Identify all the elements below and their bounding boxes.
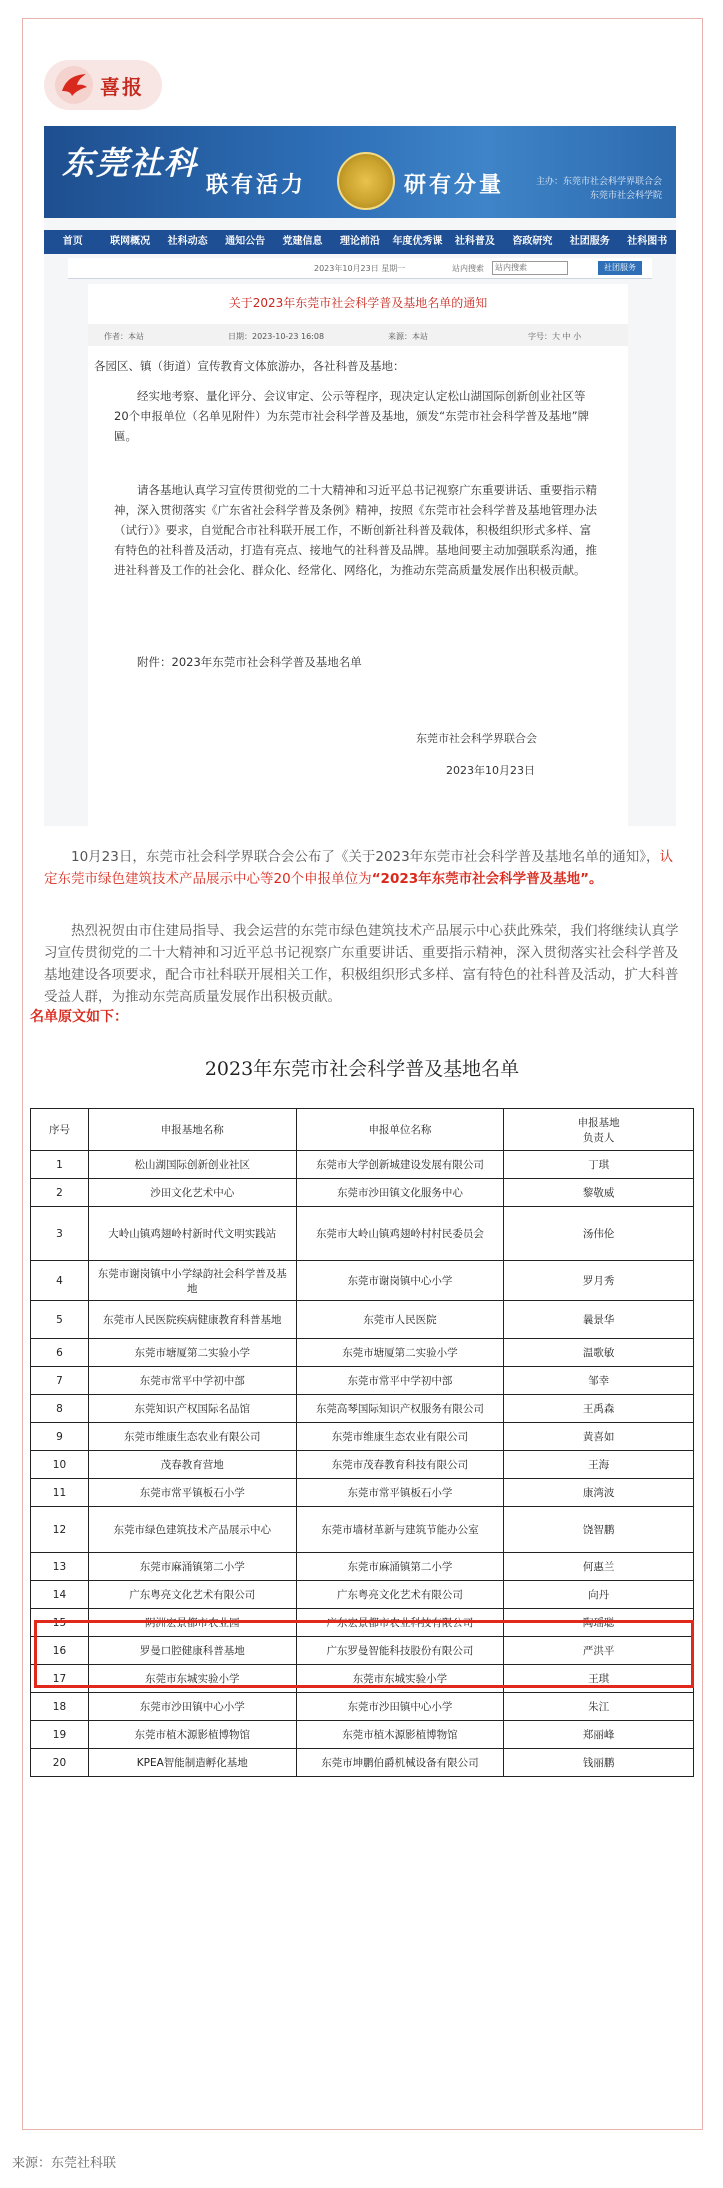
cell-name: 广东粤亮文化艺术有限公司 [88,1581,296,1609]
cell-unit: 东莞市植木源影植博物馆 [296,1721,504,1749]
table-header-row [31,1109,694,1151]
org-line-1: 主办：东莞市社会科学界联合会 [535,177,662,187]
paragraph-1-highlight: 认定东莞市绿色建筑技术产品展示中心等20个申报单位为 [44,849,673,887]
cell-name: 东莞市塘厦第二实验小学 [88,1339,296,1367]
nav-item[interactable]: 社科图书 [627,236,668,247]
cell-name: 松山湖国际创新创业社区 [88,1151,296,1179]
cell-no: 7 [31,1367,89,1395]
nav-item[interactable]: 年度优秀课 [392,236,443,247]
cell-name: 东莞市常平镇板石小学 [88,1479,296,1507]
cell-person: 罗月秀 [504,1261,694,1301]
highlight-box [34,1620,694,1688]
meta-author: 作者：本站 [104,332,144,341]
cell-person: 黄喜如 [504,1423,694,1451]
nav-item[interactable]: 咨政研究 [512,236,553,247]
table-row [31,1339,694,1367]
site-logo: 东莞社科 [62,144,199,182]
nav-item[interactable]: 党建信息 [282,236,323,247]
meta-date: 日期：2023-10-23 16:08 [228,332,325,341]
table-row [31,1507,694,1553]
cell-unit: 东莞市沙田镇中心小学 [296,1693,504,1721]
search-label: 站内搜索 [452,264,484,273]
nav-item[interactable]: 社科普及 [454,236,495,247]
cell-no: 6 [31,1339,89,1367]
cell-name: 东莞市沙田镇中心小学 [88,1693,296,1721]
slogan-right: 研有分量 [404,173,505,198]
cell-person: 王海 [504,1451,694,1479]
notice-title: 关于2023年东莞市社会科学普及基地名单的通知 [228,296,488,310]
cell-no: 12 [31,1507,89,1553]
good-news-badge [44,60,162,110]
cell-name: 东莞市维康生态农业有限公司 [88,1423,296,1451]
cell-person: 邹幸 [504,1367,694,1395]
site-date: 2023年10月23日 星期一 [314,264,406,273]
cell-person: 郑丽峰 [504,1721,694,1749]
paragraph-1-title: “2023年东莞市社会科学普及基地”。 [371,871,603,887]
cell-person: 何惠兰 [504,1553,694,1581]
table-row [31,1581,694,1609]
cell-unit: 东莞市东城实验小学 [296,1665,504,1693]
site-nav [44,230,676,254]
cell-name: 罗曼口腔健康科普基地 [88,1637,296,1665]
cell-person: 康湾波 [504,1479,694,1507]
table-row [31,1395,694,1423]
table-row [31,1721,694,1749]
cell-unit: 东莞市维康生态农业有限公司 [296,1423,504,1451]
cell-name: 沙田文化艺术中心 [88,1179,296,1207]
search-input[interactable]: 站内搜索 [492,261,568,275]
cell-person: 朱江 [504,1693,694,1721]
cell-person: 王琪 [504,1665,694,1693]
notice-attachment[interactable]: 附件：2023年东莞市社会科学普及基地名单 [137,655,362,669]
cell-no: 11 [31,1479,89,1507]
paragraph-1-lead: 10月23日，东莞市社会科学界联合会公布了《关于2023年东莞市社会科学普及基地名单的通知》， [71,849,660,865]
cell-no: 5 [31,1301,89,1339]
cell-unit: 广东粤亮文化艺术有限公司 [296,1581,504,1609]
cell-no: 10 [31,1451,89,1479]
cell-no: 15 [31,1609,89,1637]
meta-source: 来源：本站 [388,332,428,341]
cell-person: 钱丽鹏 [504,1749,694,1777]
cell-unit: 东莞市麻涌镇第二小学 [296,1553,504,1581]
nav-item[interactable]: 联网概况 [110,236,151,247]
cell-unit: 东莞市谢岗镇中心小学 [296,1261,504,1301]
cell-name: 东莞市植木源影植博物馆 [88,1721,296,1749]
table-row [31,1261,694,1301]
table-row [31,1479,694,1507]
table-row [31,1749,694,1777]
table-row [31,1553,694,1581]
cell-unit: 东莞市墙材革新与建筑节能办公室 [296,1507,504,1553]
article-paragraph-1 [44,846,680,890]
cell-name: 东莞市常平中学初中部 [88,1367,296,1395]
nav-item[interactable]: 首页 [62,236,83,247]
cell-name: 阴洲宏景都市农业园 [88,1609,296,1637]
notice-page [88,284,628,826]
cell-no: 20 [31,1749,89,1777]
article-paragraph-2: 热烈祝贺由市住建局指导、我会运营的东莞市绿色建筑技术产品展示中心获此殊荣，我们将继续认真学习宣传贯彻党的二十大精神和习近平总书记视察广东重要讲话、重要指示精神，深入贯彻落实社会科学普及基地建设各项要求，配合市社科联开展相关工作，积极组织形式多样、富有特色的社科普及活动，扩大科普受益人群，为推动东莞高质量发展作出积极贡献。 [44,923,679,1005]
cell-name: 大岭山镇鸡翅岭村新时代文明实践站 [88,1207,296,1261]
header-person-line-1: 申报基地 [577,1116,620,1129]
cell-person: 陶瑶聪 [504,1609,694,1637]
notice-screenshot [44,126,676,826]
table-row [31,1451,694,1479]
cell-person: 汤伟伦 [504,1207,694,1261]
cell-name: 茂春教育营地 [88,1451,296,1479]
cell-unit: 东莞市人民医院 [296,1301,504,1339]
cell-unit: 东莞市常平中学初中部 [296,1367,504,1395]
notice-sign-date: 2023年10月23日 [446,764,535,777]
cell-no: 2 [31,1179,89,1207]
cell-person: 温歌敏 [504,1339,694,1367]
list-heading: 名单原文如下： [30,1009,128,1025]
nav-item[interactable]: 社科动态 [167,236,208,247]
cell-unit: 东莞市沙田镇文化服务中心 [296,1179,504,1207]
cell-no: 4 [31,1261,89,1301]
cell-person: 曩景华 [504,1301,694,1339]
header-person [504,1109,694,1151]
cell-unit: 东莞市坤鹏伯爵机械设备有限公司 [296,1749,504,1777]
table-title: 2023年东莞市社会科学普及基地名单 [204,1058,520,1080]
cell-unit: 东莞市塘厦第二实验小学 [296,1339,504,1367]
cell-name: KPEA智能制造孵化基地 [88,1749,296,1777]
cell-no: 1 [31,1151,89,1179]
cell-unit: 广东宏景都市农业科技有限公司 [296,1609,504,1637]
notice-meta [88,324,628,346]
cell-name: 东莞市麻涌镇第二小学 [88,1553,296,1581]
cell-name: 东莞市谢岗镇中小学绿韵社会科学普及基地 [88,1261,296,1301]
cell-no: 17 [31,1665,89,1693]
cell-no: 3 [31,1207,89,1261]
cell-unit: 广东罗曼智能科技股份有限公司 [296,1637,504,1665]
badge-label: 喜报 [100,74,144,99]
table-row [31,1301,694,1339]
cell-no: 18 [31,1693,89,1721]
table-row [31,1423,694,1451]
search-button[interactable]: 社团服务 [598,261,642,275]
cell-no: 14 [31,1581,89,1609]
nav-item[interactable]: 社团服务 [569,236,610,247]
org-line-2: 东莞市社会科学院 [589,191,662,201]
header-name: 申报基地名称 [88,1109,296,1151]
cell-no: 9 [31,1423,89,1451]
cell-person: 黎敬威 [504,1179,694,1207]
header-person-line-2: 负责人 [582,1131,615,1144]
cell-name: 东莞市人民医院疾病健康教育科普基地 [88,1301,296,1339]
cell-name: 东莞知识产权国际名品馆 [88,1395,296,1423]
cell-person: 向丹 [504,1581,694,1609]
cell-name: 东莞市绿色建筑技术产品展示中心 [88,1507,296,1553]
notice-paragraph-1: 经实地考察、量化评分、会议审定、公示等程序，现决定认定松山湖国际创新创业社区等20个申报单位（名单见附件）为东莞市社会科学普及基地，颁发“东莞市社会科学普及基地”牌匾。 [114,389,590,443]
cell-person: 饶智鹏 [504,1507,694,1553]
cell-unit: 东莞市常平镇板石小学 [296,1479,504,1507]
nav-item[interactable]: 理论前沿 [339,236,380,247]
cell-no: 16 [31,1637,89,1665]
cell-unit: 东莞市大岭山镇鸡翅岭村村民委员会 [296,1207,504,1261]
cell-no: 8 [31,1395,89,1423]
cell-unit: 东莞市大学创新城建设发展有限公司 [296,1151,504,1179]
cell-unit: 东莞高琴国际知识产权服务有限公司 [296,1395,504,1423]
header-unit: 申报单位名称 [296,1109,504,1151]
cell-unit: 东莞市茂春教育科技有限公司 [296,1451,504,1479]
notice-salutation: 各园区、镇（街道）宣传教育文体旅游办，各社科普及基地： [94,359,405,373]
cell-no: 13 [31,1553,89,1581]
table-row [31,1179,694,1207]
flying-bird-icon [54,65,94,105]
site-banner [44,126,676,218]
table-row [31,1207,694,1261]
cell-person: 严洪平 [504,1637,694,1665]
header-no: 序号 [31,1109,89,1151]
notice-signer: 东莞市社会科学界联合会 [416,732,537,745]
meta-font-size[interactable]: 字号：大 中 小 [528,332,582,341]
notice-paragraph-2: 请各基地认真学习宣传贯彻党的二十大精神和习近平总书记视察广东重要讲话、重要指示精神，深入贯彻落实《广东省社会科学普及条例》精神，按照《东莞市社会科学普及基地管理办法（试行）》要求，自觉配合市社科联开展工作，不断创新社科普及载体，积极组织形式多样、富有特色的社科普及活动，打造有亮点、接地气的社科普及品牌。基地间要主动加强联系沟通，推进社科普及工作的社会化、群众化、经常化、网络化，为推动东莞高质量发展作出积极贡献。 [114,483,597,577]
cell-no: 19 [31,1721,89,1749]
table-row [31,1693,694,1721]
slogan-left: 联有活力 [206,173,307,198]
table-row [31,1367,694,1395]
emblem-icon [337,152,395,210]
source-note: 来源：东莞社科联 [12,2156,117,2171]
cell-person: 王禹森 [504,1395,694,1423]
cell-name: 东莞市东城实验小学 [88,1665,296,1693]
cell-person: 丁琪 [504,1151,694,1179]
nav-item[interactable]: 通知公告 [225,236,266,247]
table-row [31,1151,694,1179]
site-searchbar [68,258,652,279]
